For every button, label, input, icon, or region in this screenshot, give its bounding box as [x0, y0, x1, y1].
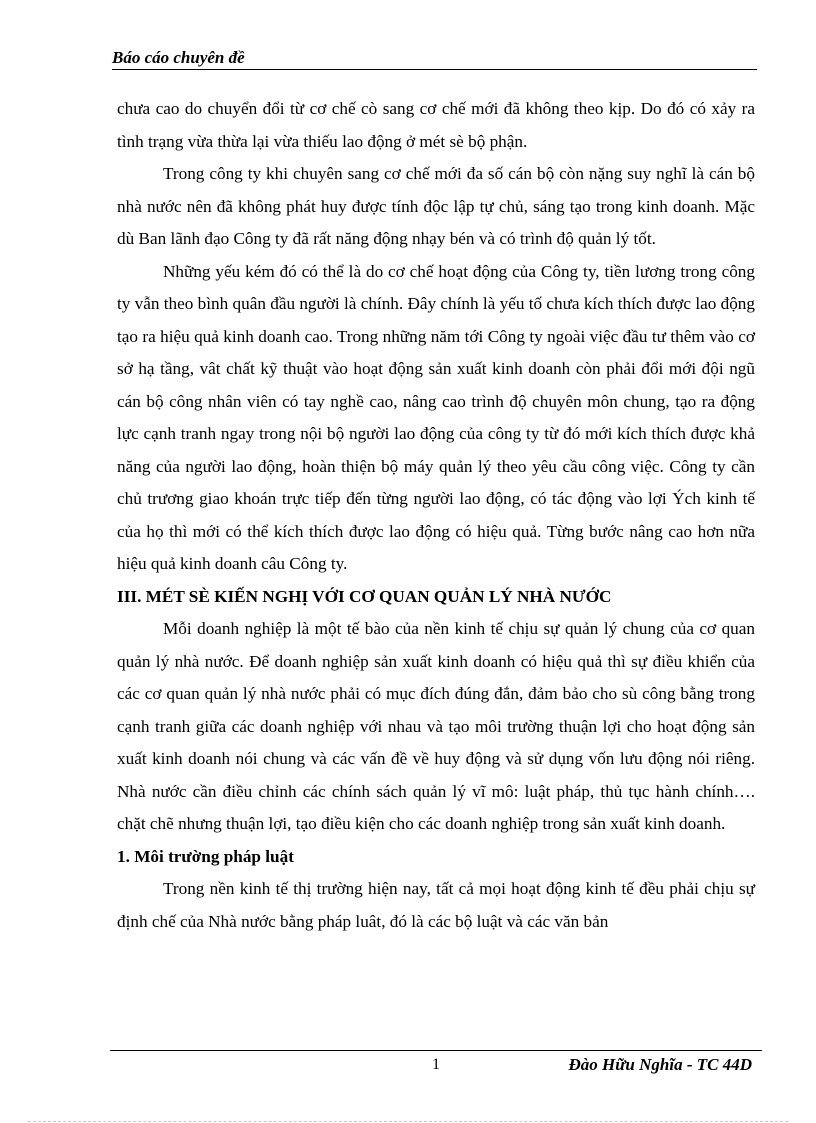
section-heading-3: III. MÉT SÈ KIẾN NGHỊ VỚI CƠ QUAN QUẢN LÝ NHÀ NƯỚC	[117, 586, 612, 606]
paragraph-2: Trong công ty khi chuyên sang cơ chế mới đa số cán bộ còn nặng suy nghĩ là cán bộ nhà nước nên đã không phát huy được tính độc lập tự chủ, sáng tạo trong kinh doanh. Mặc dù Ban lãnh đạo Công ty đã rất năng động nhạy bén và có trình độ quản lý tốt.	[117, 164, 755, 248]
subsection-heading-1: 1. Môi trường pháp luật	[117, 846, 294, 866]
document-body	[117, 93, 755, 938]
header-title: Báo cáo chuyên đề	[112, 48, 245, 67]
footer-divider	[110, 1050, 762, 1051]
footer-author: Đào Hữu Nghĩa - TC 44D	[568, 1055, 752, 1074]
page-number: 1	[432, 1056, 440, 1073]
page-bottom-edge	[28, 1121, 788, 1122]
paragraph-4: Mỗi doanh nghiệp là một tế bào của nền kinh tế chịu sự quản lý chung của cơ quan quản lý nhà nước. Để doanh nghiệp sản xuất kinh doanh có hiệu quả thì sự điều khiển của các cơ quan quản lý nhà nước phải có mục đích đúng đắn, đảm bảo cho sù công bằng trong cạnh tranh giữa các doanh nghiệp với nhau và tạo môi trường thuận lợi cho hoạt động sản xuất kinh doanh nói chung và các vấn đề về huy động và sử dụng vốn lưu động nói riêng. Nhà nước cần điều chỉnh các chính sách quản lý vĩ mô: luật pháp, thủ tục hành chính…. chặt chẽ nhưng thuận lợi, tạo điều kiện cho các doanh nghiệp trong sản xuất kinh doanh.	[117, 619, 755, 833]
page-header	[112, 48, 757, 70]
paragraph-1: chưa cao do chuyển đổi từ cơ chế cò sang cơ chế mới đã không theo kịp. Do đó có xảy ra tình trạng vừa thừa lại vừa thiếu lao động ở mét sè bộ phận.	[117, 99, 755, 151]
paragraph-5: Trong nền kinh tế thị trường hiện nay, tất cả mọi hoạt động kinh tế đều phải chịu sự định chế của Nhà nước bằng pháp luât, đó là các bộ luật và các văn bản	[117, 879, 755, 931]
paragraph-3: Những yếu kém đó có thể là do cơ chế hoạt động của Công ty, tiền lương trong công ty vẫn theo bình quân đầu người là chính. Đây chính là yếu tố chưa kích thích được lao động tạo ra hiệu quả kinh doanh cao. Trong những năm tới Công ty ngoài việc đầu tư thêm vào cơ sở hạ tầng, vât chất kỹ thuật vào hoạt động sản xuất kinh doanh còn phải đổi mới đội ngũ cán bộ công nhân viên có tay nghề cao, nâng cao trình độ chuyên môn chung, tạo ra động lực cạnh tranh ngay trong nội bộ người lao động của công ty từ đó mới kích thích được khả năng của người lao động, hoàn thiện bộ máy quản lý theo yêu cầu công việc. Công ty cần chủ trương giao khoán trực tiếp đến từng người lao động, có tác động vào lợi Ých kinh tế của họ thì mới có thể kích thích được lao động có hiệu quả. Từng bước nâng cao hơn nữa hiệu quả kinh doanh câu Công ty.	[117, 261, 755, 573]
